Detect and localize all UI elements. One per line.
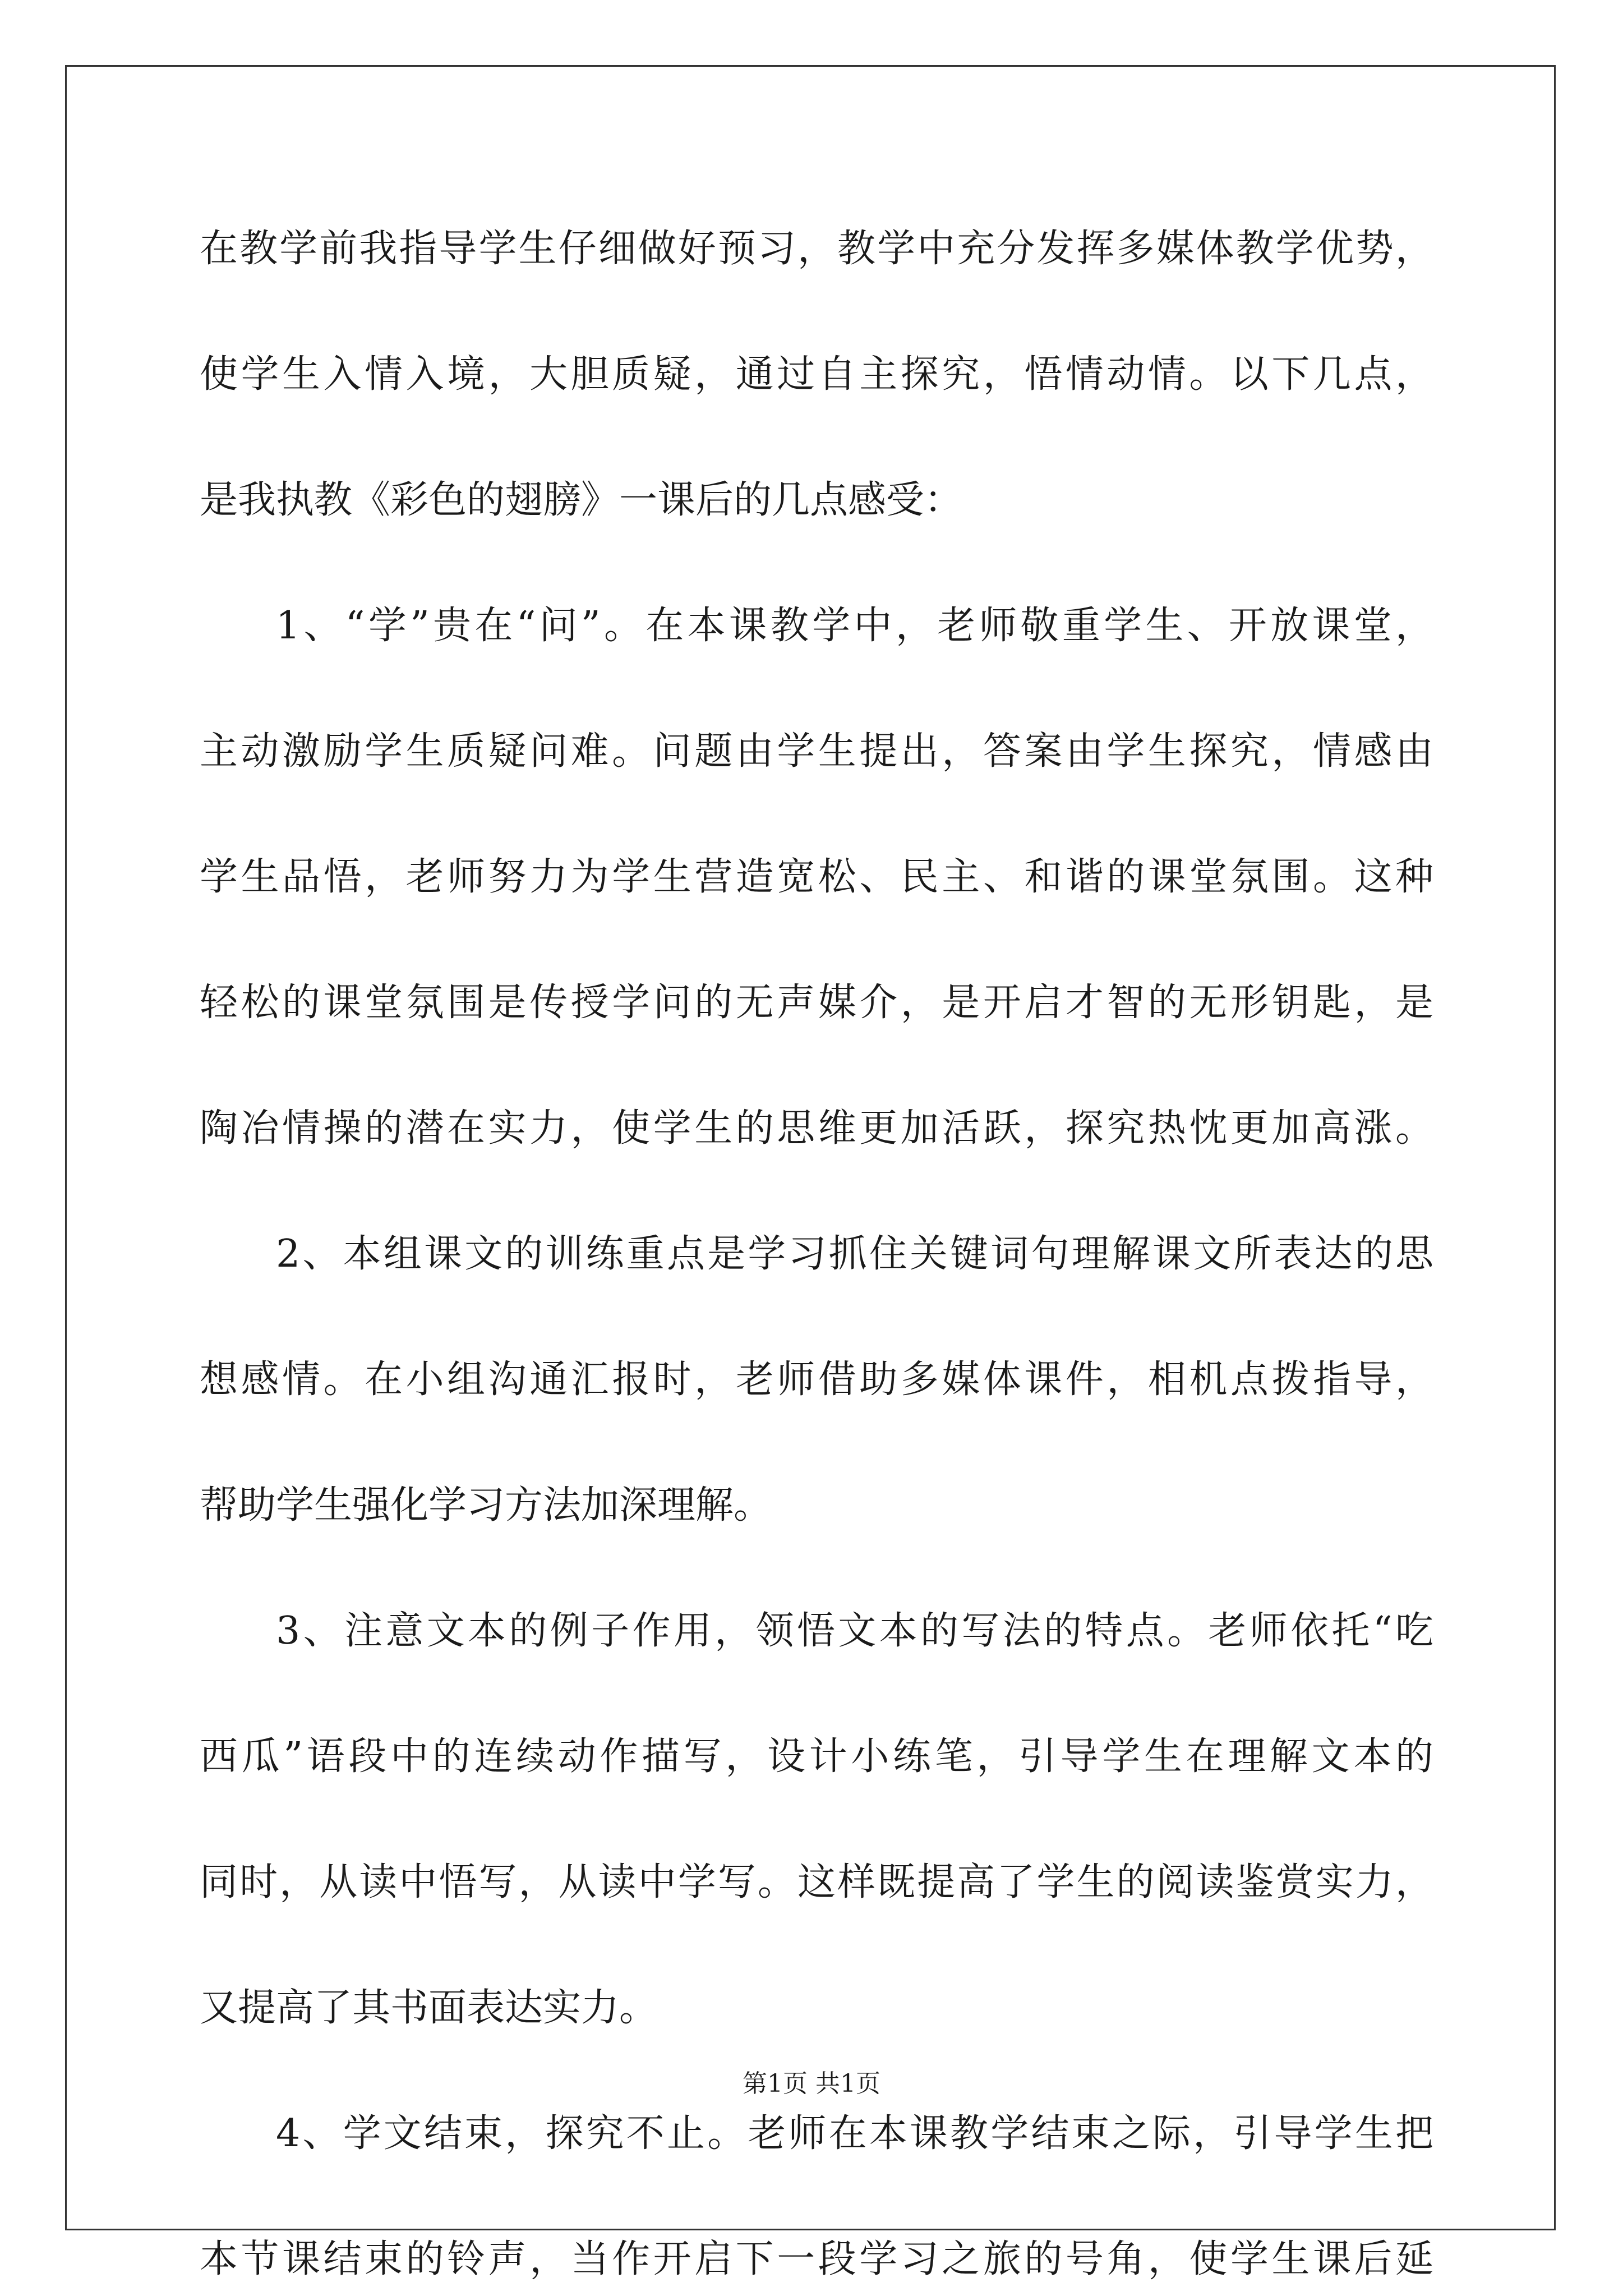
text-line: 1、“学”贵在“问”。在本课教学中，老师敬重学生、开放课堂， [276,604,1433,648]
text-line: 2、本组课文的训练重点是学习抓住关键词句理解课文所表达的思 [276,1232,1433,1276]
text-line: 想感情。在小组沟通汇报时，老师借助多媒体课件，相机点拨指导， [200,1358,1433,1402]
text-line: 又提高了其书面表达实力。 [200,1986,658,2030]
text-line: 主动激励学生质疑问难。问题由学生提出，答案由学生探究，情感由 [200,729,1433,774]
text-line: 学生品悟，老师努力为学生营造宽松、民主、和谐的课堂氛围。这种 [200,855,1433,899]
page-number-footer: 第1页 共1页 [743,2069,880,2098]
text-line: 西瓜”语段中的连续动作描写，设计小练笔，引导学生在理解文本的 [200,1734,1433,1779]
text-line: 使学生入情入境，大胆质疑，通过自主探究，悟情动情。以下几点， [200,352,1433,397]
text-line: 4、学文结束，探究不止。老师在本课教学结束之际，引导学生把 [276,2111,1433,2156]
text-line: 在教学前我指导学生仔细做好预习，教学中充分发挥多媒体教学优势， [200,227,1433,271]
text-line: 3、注意文本的例子作用，领悟文本的写法的特点。老师依托“吃 [276,1609,1433,1653]
text-line: 帮助学生强化学习方法加深理解。 [200,1483,772,1527]
text-line: 同时，从读中悟写，从读中学写。这样既提高了学生的阅读鉴赏实力， [200,1860,1433,1904]
text-line: 轻松的课堂氛围是传授学问的无声媒介，是开启才智的无形钥匙，是 [200,981,1433,1025]
text-line: 是我执教《彩色的翅膀》一课后的几点感受： [200,478,963,522]
text-line: 本节课结束的铃声，当作开启下一段学习之旅的号角，使学生课后延 [200,2237,1433,2281]
text-line: 陶冶情操的潜在实力，使学生的思维更加活跃，探究热忱更加高涨。 [200,1106,1433,1151]
